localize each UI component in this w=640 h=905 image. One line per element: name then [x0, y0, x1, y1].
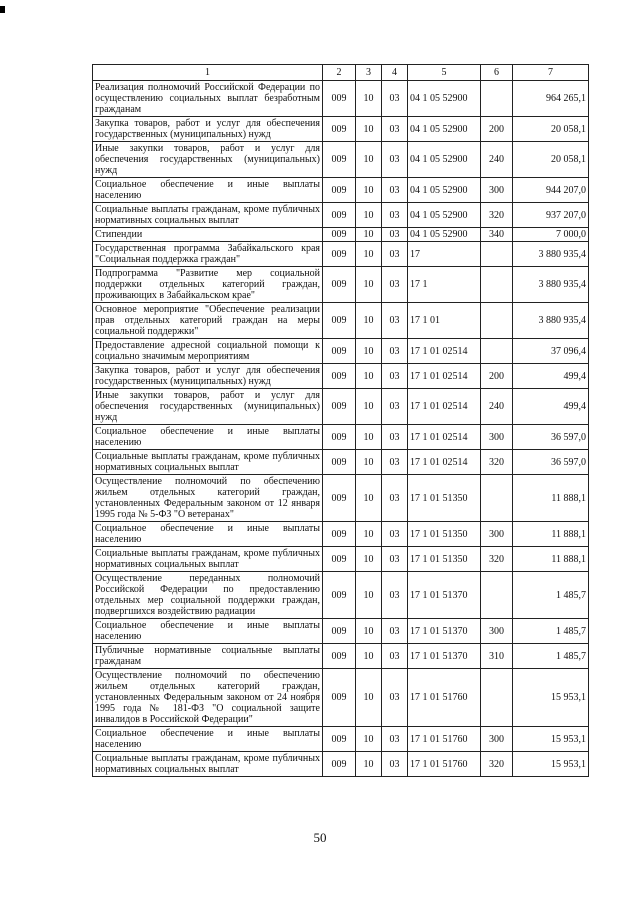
row-target-article-cell: 17 1 01 51370: [408, 644, 481, 669]
row-amount-cell: 15 953,1: [513, 669, 589, 727]
row-amount-cell: 1 485,7: [513, 619, 589, 644]
row-target-article-cell: 04 1 05 52900: [408, 142, 481, 178]
row-name-cell: Осуществление полномочий по обеспечению жильем отдельных категорий граждан, установленных Федеральным законом от 12 января 1995 года № 5-ФЗ "О ветеранах": [93, 475, 323, 522]
row-target-article-cell: 04 1 05 52900: [408, 178, 481, 203]
row-target-article-cell: 04 1 05 52900: [408, 117, 481, 142]
table-row: [93, 572, 589, 619]
row-target-article-cell: 04 1 05 52900: [408, 81, 481, 117]
row-section-cell: 10: [356, 450, 382, 475]
row-target-article-cell: 17: [408, 242, 481, 267]
table-row: [93, 117, 589, 142]
row-subsection-cell: 03: [382, 669, 408, 727]
row-ministry-code-cell: 009: [323, 522, 356, 547]
row-target-article-cell: 17 1 01 51760: [408, 669, 481, 727]
row-target-article-cell: 17 1 01 51350: [408, 475, 481, 522]
row-expense-type-cell: 320: [481, 203, 513, 228]
row-amount-cell: 37 096,4: [513, 339, 589, 364]
row-section-cell: 10: [356, 81, 382, 117]
row-subsection-cell: 03: [382, 339, 408, 364]
row-ministry-code-cell: 009: [323, 242, 356, 267]
row-name-cell: Иные закупки товаров, работ и услуг для обеспечения государственных (муниципальных) нужд: [93, 142, 323, 178]
row-name-cell: Социальное обеспечение и иные выплаты населению: [93, 425, 323, 450]
row-target-article-cell: 17 1 01 02514: [408, 389, 481, 425]
row-name-cell: Закупка товаров, работ и услуг для обеспечения государственных (муниципальных) нужд: [93, 117, 323, 142]
row-subsection-cell: 03: [382, 267, 408, 303]
row-name-cell: Подпрограмма "Развитие мер социальной поддержки отдельных категорий граждан, проживающих в Забайкальском крае": [93, 267, 323, 303]
page-number: 50: [313, 830, 327, 845]
row-name-cell: Осуществление переданных полномочий Российской Федерации по предоставлению отдельных мер социальной поддержки граждан, подвергшихся воздействию радиации: [93, 572, 323, 619]
row-subsection-cell: 03: [382, 142, 408, 178]
row-expense-type-cell: 300: [481, 619, 513, 644]
row-section-cell: 10: [356, 117, 382, 142]
row-ministry-code-cell: 009: [323, 425, 356, 450]
row-name-cell: Стипендии: [93, 228, 323, 242]
row-ministry-code-cell: 009: [323, 450, 356, 475]
row-ministry-code-cell: 009: [323, 303, 356, 339]
row-expense-type-cell: 320: [481, 547, 513, 572]
row-amount-cell: 1 485,7: [513, 644, 589, 669]
table-row: [93, 644, 589, 669]
row-section-cell: 10: [356, 547, 382, 572]
row-expense-type-cell: [481, 475, 513, 522]
row-section-cell: 10: [356, 669, 382, 727]
header-cell: 5: [408, 65, 481, 81]
row-name-cell: Предоставление адресной социальной помощи к социально значимым мероприятиям: [93, 339, 323, 364]
table-row: [93, 228, 589, 242]
row-expense-type-cell: 310: [481, 644, 513, 669]
row-name-cell: Государственная программа Забайкальского края "Социальная поддержка граждан": [93, 242, 323, 267]
row-ministry-code-cell: 009: [323, 228, 356, 242]
table-row: [93, 669, 589, 727]
row-amount-cell: 20 058,1: [513, 142, 589, 178]
header-cell: 2: [323, 65, 356, 81]
header-cell: 6: [481, 65, 513, 81]
row-section-cell: 10: [356, 142, 382, 178]
row-expense-type-cell: 300: [481, 178, 513, 203]
row-expense-type-cell: 240: [481, 389, 513, 425]
row-amount-cell: 1 485,7: [513, 572, 589, 619]
row-amount-cell: 11 888,1: [513, 475, 589, 522]
row-target-article-cell: 17 1 01 02514: [408, 364, 481, 389]
row-name-cell: Закупка товаров, работ и услуг для обеспечения государственных (муниципальных) нужд: [93, 364, 323, 389]
row-section-cell: 10: [356, 389, 382, 425]
row-subsection-cell: 03: [382, 644, 408, 669]
row-target-article-cell: 17 1 01 02514: [408, 450, 481, 475]
row-name-cell: Основное мероприятие "Обеспечение реализации прав отдельных категорий граждан на меры социальной поддержки": [93, 303, 323, 339]
row-name-cell: Иные закупки товаров, работ и услуг для обеспечения государственных (муниципальных) нужд: [93, 389, 323, 425]
row-target-article-cell: 17 1 01 51370: [408, 619, 481, 644]
row-ministry-code-cell: 009: [323, 644, 356, 669]
row-name-cell: Осуществление полномочий по обеспечению жильем отдельных категорий граждан, установленных Федеральным законом от 24 ноября 1995 года № 181-ФЗ "О социальной защите инвалидов в Российской Федерации": [93, 669, 323, 727]
row-ministry-code-cell: 009: [323, 178, 356, 203]
row-amount-cell: 20 058,1: [513, 117, 589, 142]
row-section-cell: 10: [356, 522, 382, 547]
row-target-article-cell: 17 1 01 02514: [408, 425, 481, 450]
budget-table: [92, 64, 589, 777]
row-target-article-cell: 17 1 01: [408, 303, 481, 339]
row-section-cell: 10: [356, 228, 382, 242]
row-amount-cell: 944 207,0: [513, 178, 589, 203]
row-ministry-code-cell: 009: [323, 389, 356, 425]
table-row: [93, 364, 589, 389]
row-subsection-cell: 03: [382, 228, 408, 242]
row-subsection-cell: 03: [382, 203, 408, 228]
table-row: [93, 242, 589, 267]
row-target-article-cell: 17 1 01 51350: [408, 547, 481, 572]
row-target-article-cell: 17 1 01 51370: [408, 572, 481, 619]
row-expense-type-cell: 200: [481, 117, 513, 142]
table-row: [93, 450, 589, 475]
table-row: [93, 752, 589, 777]
row-ministry-code-cell: 009: [323, 364, 356, 389]
row-name-cell: Социальное обеспечение и иные выплаты населению: [93, 619, 323, 644]
table-row: [93, 303, 589, 339]
row-target-article-cell: 04 1 05 52900: [408, 228, 481, 242]
row-ministry-code-cell: 009: [323, 669, 356, 727]
row-target-article-cell: 17 1 01 51760: [408, 752, 481, 777]
row-subsection-cell: 03: [382, 364, 408, 389]
row-expense-type-cell: 320: [481, 752, 513, 777]
row-section-cell: 10: [356, 178, 382, 203]
row-ministry-code-cell: 009: [323, 727, 356, 752]
row-section-cell: 10: [356, 364, 382, 389]
row-section-cell: 10: [356, 727, 382, 752]
row-expense-type-cell: [481, 303, 513, 339]
row-ministry-code-cell: 009: [323, 267, 356, 303]
row-amount-cell: 937 207,0: [513, 203, 589, 228]
table-row: [93, 619, 589, 644]
row-subsection-cell: 03: [382, 178, 408, 203]
row-expense-type-cell: [481, 339, 513, 364]
row-expense-type-cell: 300: [481, 727, 513, 752]
row-amount-cell: 36 597,0: [513, 450, 589, 475]
scan-corner-mark: [0, 6, 5, 13]
row-expense-type-cell: [481, 81, 513, 117]
row-name-cell: Социальные выплаты гражданам, кроме публичных нормативных социальных выплат: [93, 752, 323, 777]
table-row: [93, 81, 589, 117]
table-row: [93, 267, 589, 303]
row-expense-type-cell: [481, 242, 513, 267]
row-ministry-code-cell: 009: [323, 117, 356, 142]
table-row: [93, 475, 589, 522]
header-cell: 1: [93, 65, 323, 81]
row-expense-type-cell: 200: [481, 364, 513, 389]
row-subsection-cell: 03: [382, 242, 408, 267]
table-row: [93, 203, 589, 228]
row-ministry-code-cell: 009: [323, 142, 356, 178]
row-expense-type-cell: [481, 669, 513, 727]
row-target-article-cell: 04 1 05 52900: [408, 203, 481, 228]
row-section-cell: 10: [356, 644, 382, 669]
row-section-cell: 10: [356, 475, 382, 522]
row-expense-type-cell: 300: [481, 522, 513, 547]
row-expense-type-cell: 340: [481, 228, 513, 242]
table-row: [93, 425, 589, 450]
row-name-cell: Социальные выплаты гражданам, кроме публичных нормативных социальных выплат: [93, 203, 323, 228]
row-subsection-cell: 03: [382, 522, 408, 547]
row-subsection-cell: 03: [382, 475, 408, 522]
row-target-article-cell: 17 1 01 02514: [408, 339, 481, 364]
row-subsection-cell: 03: [382, 752, 408, 777]
row-name-cell: Социальное обеспечение и иные выплаты населению: [93, 178, 323, 203]
table-row: [93, 547, 589, 572]
row-amount-cell: 964 265,1: [513, 81, 589, 117]
row-target-article-cell: 17 1 01 51350: [408, 522, 481, 547]
row-name-cell: Реализация полномочий Российской Федерации по осуществлению социальных выплат безработным гражданам: [93, 81, 323, 117]
row-expense-type-cell: [481, 267, 513, 303]
row-name-cell: Социальные выплаты гражданам, кроме публичных нормативных социальных выплат: [93, 547, 323, 572]
row-ministry-code-cell: 009: [323, 81, 356, 117]
row-section-cell: 10: [356, 619, 382, 644]
row-target-article-cell: 17 1: [408, 267, 481, 303]
row-section-cell: 10: [356, 203, 382, 228]
table-row: [93, 389, 589, 425]
row-name-cell: Социальное обеспечение и иные выплаты населению: [93, 727, 323, 752]
row-amount-cell: 3 880 935,4: [513, 267, 589, 303]
table-row: [93, 178, 589, 203]
row-section-cell: 10: [356, 303, 382, 339]
row-amount-cell: 3 880 935,4: [513, 242, 589, 267]
row-amount-cell: 11 888,1: [513, 522, 589, 547]
row-section-cell: 10: [356, 752, 382, 777]
row-expense-type-cell: [481, 572, 513, 619]
row-ministry-code-cell: 009: [323, 752, 356, 777]
row-amount-cell: 36 597,0: [513, 425, 589, 450]
row-subsection-cell: 03: [382, 389, 408, 425]
table-row: [93, 522, 589, 547]
row-subsection-cell: 03: [382, 425, 408, 450]
row-subsection-cell: 03: [382, 450, 408, 475]
row-ministry-code-cell: 009: [323, 619, 356, 644]
row-subsection-cell: 03: [382, 117, 408, 142]
row-expense-type-cell: 320: [481, 450, 513, 475]
row-section-cell: 10: [356, 242, 382, 267]
row-amount-cell: 15 953,1: [513, 752, 589, 777]
row-subsection-cell: 03: [382, 727, 408, 752]
header-cell: 4: [382, 65, 408, 81]
header-cell: 7: [513, 65, 589, 81]
row-section-cell: 10: [356, 267, 382, 303]
row-target-article-cell: 17 1 01 51760: [408, 727, 481, 752]
row-expense-type-cell: 240: [481, 142, 513, 178]
row-amount-cell: 3 880 935,4: [513, 303, 589, 339]
row-ministry-code-cell: 009: [323, 203, 356, 228]
table-row: [93, 727, 589, 752]
header-cell: 3: [356, 65, 382, 81]
row-amount-cell: 499,4: [513, 389, 589, 425]
row-ministry-code-cell: 009: [323, 339, 356, 364]
row-name-cell: Социальные выплаты гражданам, кроме публичных нормативных социальных выплат: [93, 450, 323, 475]
row-ministry-code-cell: 009: [323, 572, 356, 619]
row-expense-type-cell: 300: [481, 425, 513, 450]
row-subsection-cell: 03: [382, 547, 408, 572]
row-subsection-cell: 03: [382, 572, 408, 619]
table-header-row: [93, 65, 589, 81]
row-name-cell: Публичные нормативные социальные выплаты гражданам: [93, 644, 323, 669]
row-subsection-cell: 03: [382, 303, 408, 339]
row-section-cell: 10: [356, 425, 382, 450]
row-amount-cell: 7 000,0: [513, 228, 589, 242]
table-row: [93, 142, 589, 178]
table-row: [93, 339, 589, 364]
row-amount-cell: 15 953,1: [513, 727, 589, 752]
row-section-cell: 10: [356, 572, 382, 619]
row-subsection-cell: 03: [382, 619, 408, 644]
row-subsection-cell: 03: [382, 81, 408, 117]
row-section-cell: 10: [356, 339, 382, 364]
row-ministry-code-cell: 009: [323, 547, 356, 572]
row-ministry-code-cell: 009: [323, 475, 356, 522]
row-amount-cell: 11 888,1: [513, 547, 589, 572]
row-name-cell: Социальное обеспечение и иные выплаты населению: [93, 522, 323, 547]
row-amount-cell: 499,4: [513, 364, 589, 389]
